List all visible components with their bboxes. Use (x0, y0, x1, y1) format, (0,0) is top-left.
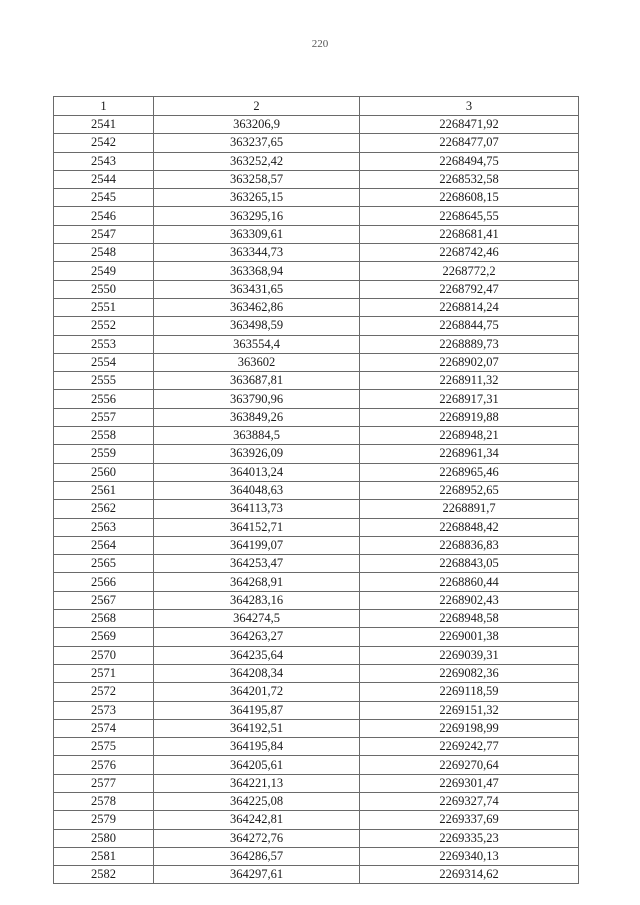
table-row (54, 792, 579, 810)
table-row (54, 372, 579, 390)
x-coordinate-cell: 364152,71 (154, 518, 360, 536)
x-coordinate-cell: 364113,73 (154, 500, 360, 518)
x-coordinate-cell: 364195,87 (154, 701, 360, 719)
table-row (54, 628, 579, 646)
x-coordinate-cell: 363252,42 (154, 152, 360, 170)
table-row (54, 774, 579, 792)
table-row (54, 463, 579, 481)
x-coordinate-cell: 364205,61 (154, 756, 360, 774)
point-number-cell: 2541 (54, 116, 154, 134)
point-number-cell: 2557 (54, 408, 154, 426)
x-coordinate-cell: 363265,15 (154, 189, 360, 207)
table-row (54, 427, 579, 445)
x-coordinate-cell: 364201,72 (154, 683, 360, 701)
y-coordinate-cell: 2268948,21 (360, 427, 579, 445)
point-number-cell: 2552 (54, 317, 154, 335)
y-coordinate-cell: 2269242,77 (360, 738, 579, 756)
table-row (54, 116, 579, 134)
table-row (54, 719, 579, 737)
x-coordinate-cell: 364286,57 (154, 847, 360, 865)
column-header-2: 2 (154, 97, 360, 116)
table-row (54, 280, 579, 298)
x-coordinate-cell: 363344,73 (154, 244, 360, 262)
x-coordinate-cell: 364297,61 (154, 866, 360, 884)
table-row (54, 189, 579, 207)
y-coordinate-cell: 2269301,47 (360, 774, 579, 792)
y-coordinate-cell: 2269327,74 (360, 792, 579, 810)
point-number-cell: 2550 (54, 280, 154, 298)
table-row (54, 573, 579, 591)
x-coordinate-cell: 363554,4 (154, 335, 360, 353)
table-row (54, 225, 579, 243)
point-number-cell: 2556 (54, 390, 154, 408)
y-coordinate-cell: 2268919,88 (360, 408, 579, 426)
point-number-cell: 2569 (54, 628, 154, 646)
y-coordinate-cell: 2268917,31 (360, 390, 579, 408)
point-number-cell: 2558 (54, 427, 154, 445)
y-coordinate-cell: 2268889,73 (360, 335, 579, 353)
point-number-cell: 2553 (54, 335, 154, 353)
y-coordinate-cell: 2268911,32 (360, 372, 579, 390)
y-coordinate-cell: 2268902,07 (360, 353, 579, 371)
table-row (54, 866, 579, 884)
x-coordinate-cell: 364235,64 (154, 646, 360, 664)
point-number-cell: 2546 (54, 207, 154, 225)
point-number-cell: 2580 (54, 829, 154, 847)
y-coordinate-cell: 2268532,58 (360, 170, 579, 188)
table-row (54, 500, 579, 518)
table-row (54, 536, 579, 554)
x-coordinate-cell: 363602 (154, 353, 360, 371)
column-header-1: 1 (54, 97, 154, 116)
x-coordinate-cell: 363206,9 (154, 116, 360, 134)
point-number-cell: 2565 (54, 555, 154, 573)
x-coordinate-cell: 364268,91 (154, 573, 360, 591)
table-row (54, 756, 579, 774)
x-coordinate-cell: 364283,16 (154, 591, 360, 609)
y-coordinate-cell: 2268742,46 (360, 244, 579, 262)
y-coordinate-cell: 2268961,34 (360, 445, 579, 463)
x-coordinate-cell: 364199,07 (154, 536, 360, 554)
point-number-cell: 2549 (54, 262, 154, 280)
y-coordinate-cell: 2268902,43 (360, 591, 579, 609)
x-coordinate-cell: 363498,59 (154, 317, 360, 335)
y-coordinate-cell: 2269039,31 (360, 646, 579, 664)
x-coordinate-cell: 363849,26 (154, 408, 360, 426)
x-coordinate-cell: 364192,51 (154, 719, 360, 737)
table-row (54, 408, 579, 426)
y-coordinate-cell: 2268471,92 (360, 116, 579, 134)
table-row (54, 829, 579, 847)
y-coordinate-cell: 2268681,41 (360, 225, 579, 243)
y-coordinate-cell: 2269118,59 (360, 683, 579, 701)
table-row (54, 847, 579, 865)
y-coordinate-cell: 2268494,75 (360, 152, 579, 170)
column-header-3: 3 (360, 97, 579, 116)
x-coordinate-cell: 364263,27 (154, 628, 360, 646)
point-number-cell: 2575 (54, 738, 154, 756)
x-coordinate-cell: 363258,57 (154, 170, 360, 188)
x-coordinate-cell: 364221,13 (154, 774, 360, 792)
point-number-cell: 2572 (54, 683, 154, 701)
y-coordinate-cell: 2268792,47 (360, 280, 579, 298)
table-row (54, 683, 579, 701)
point-number-cell: 2568 (54, 610, 154, 628)
y-coordinate-cell: 2268645,55 (360, 207, 579, 225)
y-coordinate-cell: 2268477,07 (360, 134, 579, 152)
table-row (54, 152, 579, 170)
table-row (54, 390, 579, 408)
table-row (54, 445, 579, 463)
point-number-cell: 2564 (54, 536, 154, 554)
y-coordinate-cell: 2269340,13 (360, 847, 579, 865)
y-coordinate-cell: 2268952,65 (360, 481, 579, 499)
y-coordinate-cell: 2269335,23 (360, 829, 579, 847)
table-row (54, 353, 579, 371)
point-number-cell: 2582 (54, 866, 154, 884)
y-coordinate-cell: 2269001,38 (360, 628, 579, 646)
table-row (54, 335, 579, 353)
point-number-cell: 2562 (54, 500, 154, 518)
x-coordinate-cell: 364225,08 (154, 792, 360, 810)
point-number-cell: 2579 (54, 811, 154, 829)
point-number-cell: 2548 (54, 244, 154, 262)
x-coordinate-cell: 364048,63 (154, 481, 360, 499)
point-number-cell: 2563 (54, 518, 154, 536)
point-number-cell: 2554 (54, 353, 154, 371)
y-coordinate-cell: 2268608,15 (360, 189, 579, 207)
y-coordinate-cell: 2269082,36 (360, 664, 579, 682)
y-coordinate-cell: 2268836,83 (360, 536, 579, 554)
coordinates-table (53, 96, 579, 884)
table-row (54, 518, 579, 536)
x-coordinate-cell: 364272,76 (154, 829, 360, 847)
y-coordinate-cell: 2268814,24 (360, 298, 579, 316)
y-coordinate-cell: 2268948,58 (360, 610, 579, 628)
x-coordinate-cell: 363926,09 (154, 445, 360, 463)
y-coordinate-cell: 2268843,05 (360, 555, 579, 573)
point-number-cell: 2577 (54, 774, 154, 792)
point-number-cell: 2561 (54, 481, 154, 499)
y-coordinate-cell: 2268844,75 (360, 317, 579, 335)
y-coordinate-cell: 2268965,46 (360, 463, 579, 481)
x-coordinate-cell: 363462,86 (154, 298, 360, 316)
table-row (54, 738, 579, 756)
point-number-cell: 2545 (54, 189, 154, 207)
point-number-cell: 2559 (54, 445, 154, 463)
y-coordinate-cell: 2269270,64 (360, 756, 579, 774)
y-coordinate-cell: 2268891,7 (360, 500, 579, 518)
y-coordinate-cell: 2268848,42 (360, 518, 579, 536)
table-row (54, 610, 579, 628)
table-row (54, 555, 579, 573)
point-number-cell: 2578 (54, 792, 154, 810)
x-coordinate-cell: 364208,34 (154, 664, 360, 682)
table-row (54, 701, 579, 719)
x-coordinate-cell: 363431,65 (154, 280, 360, 298)
point-number-cell: 2570 (54, 646, 154, 664)
point-number-cell: 2555 (54, 372, 154, 390)
table-header-row (54, 97, 579, 116)
x-coordinate-cell: 364195,84 (154, 738, 360, 756)
y-coordinate-cell: 2268772,2 (360, 262, 579, 280)
x-coordinate-cell: 363309,61 (154, 225, 360, 243)
table-body (54, 116, 579, 884)
table-row (54, 811, 579, 829)
x-coordinate-cell: 363790,96 (154, 390, 360, 408)
y-coordinate-cell: 2269151,32 (360, 701, 579, 719)
point-number-cell: 2560 (54, 463, 154, 481)
point-number-cell: 2574 (54, 719, 154, 737)
point-number-cell: 2567 (54, 591, 154, 609)
x-coordinate-cell: 363687,81 (154, 372, 360, 390)
x-coordinate-cell: 363237,65 (154, 134, 360, 152)
page-number: 220 (311, 38, 329, 50)
point-number-cell: 2566 (54, 573, 154, 591)
point-number-cell: 2581 (54, 847, 154, 865)
table-row (54, 170, 579, 188)
table-row (54, 262, 579, 280)
y-coordinate-cell: 2269337,69 (360, 811, 579, 829)
point-number-cell: 2571 (54, 664, 154, 682)
table-row (54, 646, 579, 664)
point-number-cell: 2576 (54, 756, 154, 774)
point-number-cell: 2551 (54, 298, 154, 316)
point-number-cell: 2547 (54, 225, 154, 243)
y-coordinate-cell: 2269314,62 (360, 866, 579, 884)
table-row (54, 591, 579, 609)
table-row (54, 207, 579, 225)
x-coordinate-cell: 364274,5 (154, 610, 360, 628)
x-coordinate-cell: 364242,81 (154, 811, 360, 829)
table-row (54, 664, 579, 682)
y-coordinate-cell: 2269198,99 (360, 719, 579, 737)
table-row (54, 317, 579, 335)
table-row (54, 244, 579, 262)
x-coordinate-cell: 363884,5 (154, 427, 360, 445)
x-coordinate-cell: 363295,16 (154, 207, 360, 225)
x-coordinate-cell: 363368,94 (154, 262, 360, 280)
x-coordinate-cell: 364253,47 (154, 555, 360, 573)
table-row (54, 481, 579, 499)
y-coordinate-cell: 2268860,44 (360, 573, 579, 591)
point-number-cell: 2543 (54, 152, 154, 170)
x-coordinate-cell: 364013,24 (154, 463, 360, 481)
point-number-cell: 2542 (54, 134, 154, 152)
point-number-cell: 2544 (54, 170, 154, 188)
table-row (54, 134, 579, 152)
point-number-cell: 2573 (54, 701, 154, 719)
table-row (54, 298, 579, 316)
